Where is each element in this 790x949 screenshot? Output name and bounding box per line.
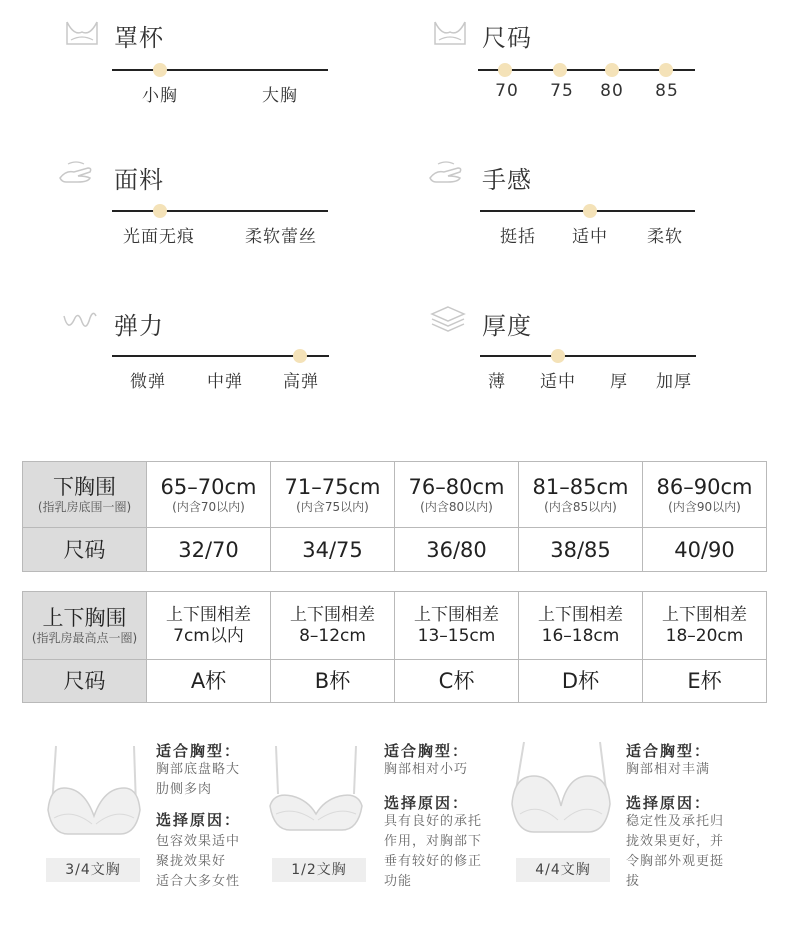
- band-range-cell: [395, 462, 519, 528]
- band-size-value: 40/90: [643, 528, 767, 572]
- thickness-title: 厚度: [482, 312, 532, 340]
- band-size-table: [22, 461, 767, 572]
- cup-size-table: [22, 591, 767, 703]
- cup-option-small: 小胸: [142, 86, 178, 106]
- full-cup-fit-line: 胸部相对丰满: [626, 762, 711, 777]
- full-cup-bra-illustration: [510, 740, 612, 836]
- size-option-75: 75: [550, 81, 574, 101]
- three-quarter-fit-line: 胸部底盘略大: [156, 762, 241, 777]
- size-dot-85: [659, 63, 673, 77]
- band-range-note: (内含80以内): [420, 499, 493, 514]
- thickness-option-extra-thick: 加厚: [656, 372, 692, 392]
- cup-title: 罩杯: [114, 24, 164, 52]
- full-cup-label: 4/4文胸: [516, 858, 610, 882]
- bra-cup-icon: [64, 18, 100, 48]
- cup-size-value: A杯: [147, 660, 271, 703]
- three-quarter-label: 3/4文胸: [46, 858, 140, 882]
- fabric-option-lace: 柔软蕾丝: [245, 227, 317, 247]
- size-dot-80: [605, 63, 619, 77]
- elastic-option-high: 高弹: [283, 372, 319, 392]
- hand-feel-icon: [428, 158, 464, 188]
- cup-size-value: E杯: [643, 660, 767, 703]
- band-range: 65–70cm: [160, 474, 257, 499]
- feel-dot-medium: [583, 204, 597, 218]
- elastic-option-low: 微弹: [130, 372, 166, 392]
- full-cup-reason-line: 拔: [626, 874, 641, 889]
- three-quarter-bra-illustration: [44, 744, 144, 838]
- fabric-option-smooth: 光面无痕: [123, 227, 195, 247]
- cup-diff-range: 8–12cm: [299, 625, 366, 646]
- cup-scale-line: [112, 69, 328, 71]
- band-header-cell: [23, 462, 147, 528]
- band-header-title: 下胸围: [53, 474, 116, 499]
- band-size-value: 36/80: [395, 528, 519, 572]
- elastic-dot-high: [293, 349, 307, 363]
- band-range-note: (内含85以内): [544, 499, 617, 514]
- size-dot-70: [498, 63, 512, 77]
- thickness-dot-medium: [551, 349, 565, 363]
- feel-title: 手感: [482, 166, 532, 194]
- half-cup-reason-line: 具有良好的承托: [384, 814, 483, 829]
- half-cup-label: 1/2文胸: [272, 858, 366, 882]
- cup-dot-small: [153, 63, 167, 77]
- cup-diff-cell: [519, 592, 643, 660]
- feel-option-firm: 挺括: [500, 227, 536, 247]
- three-quarter-reason-line: 聚拢效果好: [156, 854, 227, 869]
- band-range: 71–75cm: [284, 474, 381, 499]
- band-size-label: 尺码: [23, 528, 147, 572]
- cup-diff-label: 上下围相差: [662, 604, 747, 625]
- band-range: 76–80cm: [408, 474, 505, 499]
- elastic-title: 弹力: [114, 312, 164, 340]
- full-cup-fit-title: 适合胸型：: [626, 742, 712, 760]
- three-quarter-reason-title: 选择原因：: [156, 811, 242, 829]
- cup-size-value: C杯: [395, 660, 519, 703]
- size-title: 尺码: [482, 24, 532, 52]
- cup-diff-label: 上下围相差: [414, 604, 499, 625]
- cup-diff-range: 18–20cm: [665, 625, 744, 646]
- layers-icon: [430, 304, 466, 334]
- cup-diff-cell: [271, 592, 395, 660]
- bra-icon: [432, 18, 468, 48]
- fabric-dot-smooth: [153, 204, 167, 218]
- full-cup-reason-line: 拢效果更好，并: [626, 834, 725, 849]
- three-quarter-fit-title: 适合胸型：: [156, 742, 242, 760]
- band-size-value: 34/75: [271, 528, 395, 572]
- fabric-title: 面料: [114, 166, 164, 194]
- band-range: 86–90cm: [656, 474, 753, 499]
- band-size-value: 32/70: [147, 528, 271, 572]
- cup-option-large: 大胸: [262, 86, 298, 106]
- size-option-85: 85: [655, 81, 679, 101]
- band-size-value: 38/85: [519, 528, 643, 572]
- cup-diff-label: 上下围相差: [166, 604, 251, 625]
- cup-size-label: 尺码: [23, 660, 147, 703]
- cup-diff-range: 16–18cm: [541, 625, 620, 646]
- band-range-note: (内含90以内): [668, 499, 741, 514]
- cup-diff-label: 上下围相差: [538, 604, 623, 625]
- cup-diff-label: 上下围相差: [290, 604, 375, 625]
- size-dot-75: [553, 63, 567, 77]
- thickness-option-thick: 厚: [610, 372, 628, 392]
- size-option-70: 70: [495, 81, 519, 101]
- feel-option-soft: 柔软: [647, 227, 683, 247]
- full-cup-reason-line: 令胸部外观更挺: [626, 854, 725, 869]
- half-cup-reason-line: 垂有较好的修正: [384, 854, 483, 869]
- full-cup-reason-title: 选择原因：: [626, 794, 712, 812]
- cup-diff-range: 7cm以内: [173, 625, 244, 646]
- band-range: 81–85cm: [532, 474, 629, 499]
- band-range-cell: [643, 462, 767, 528]
- size-option-80: 80: [600, 81, 624, 101]
- band-header-sub: (指乳房底围一圈): [37, 499, 132, 514]
- cup-size-value: D杯: [519, 660, 643, 703]
- half-cup-fit-line: 胸部相对小巧: [384, 762, 469, 777]
- half-cup-bra-illustration: [266, 744, 366, 836]
- half-cup-reason-line: 功能: [384, 874, 413, 889]
- hand-fabric-icon: [58, 158, 94, 188]
- thickness-option-medium: 适中: [540, 372, 576, 392]
- cup-diff-cell: [643, 592, 767, 660]
- band-range-note: (内含70以内): [172, 499, 245, 514]
- cup-size-value: B杯: [271, 660, 395, 703]
- half-cup-reason-line: 作用，对胸部下: [384, 834, 483, 849]
- cup-header-cell: [23, 592, 147, 660]
- thickness-scale-line: [480, 355, 696, 357]
- cup-diff-cell: [147, 592, 271, 660]
- three-quarter-reason-line: 适合大多女性: [156, 874, 241, 889]
- cup-diff-cell: [395, 592, 519, 660]
- band-range-cell: [271, 462, 395, 528]
- thickness-option-thin: 薄: [488, 372, 506, 392]
- elastic-option-mid: 中弹: [207, 372, 243, 392]
- band-range-cell: [519, 462, 643, 528]
- stretch-wave-icon: [62, 306, 98, 336]
- band-range-cell: [147, 462, 271, 528]
- full-cup-reason-line: 稳定性及承托归: [626, 814, 725, 829]
- three-quarter-fit-line: 肋侧多肉: [156, 782, 213, 797]
- three-quarter-reason-line: 包容效果适中: [156, 834, 241, 849]
- fabric-scale-line: [112, 210, 328, 212]
- cup-header-sub: (指乳房最高点一圈): [31, 630, 138, 645]
- cup-header-title: 上下胸围: [42, 605, 127, 630]
- half-cup-fit-title: 适合胸型：: [384, 742, 470, 760]
- cup-diff-range: 13–15cm: [417, 625, 496, 646]
- band-range-note: (内含75以内): [296, 499, 369, 514]
- half-cup-reason-title: 选择原因：: [384, 794, 470, 812]
- feel-option-medium: 适中: [572, 227, 608, 247]
